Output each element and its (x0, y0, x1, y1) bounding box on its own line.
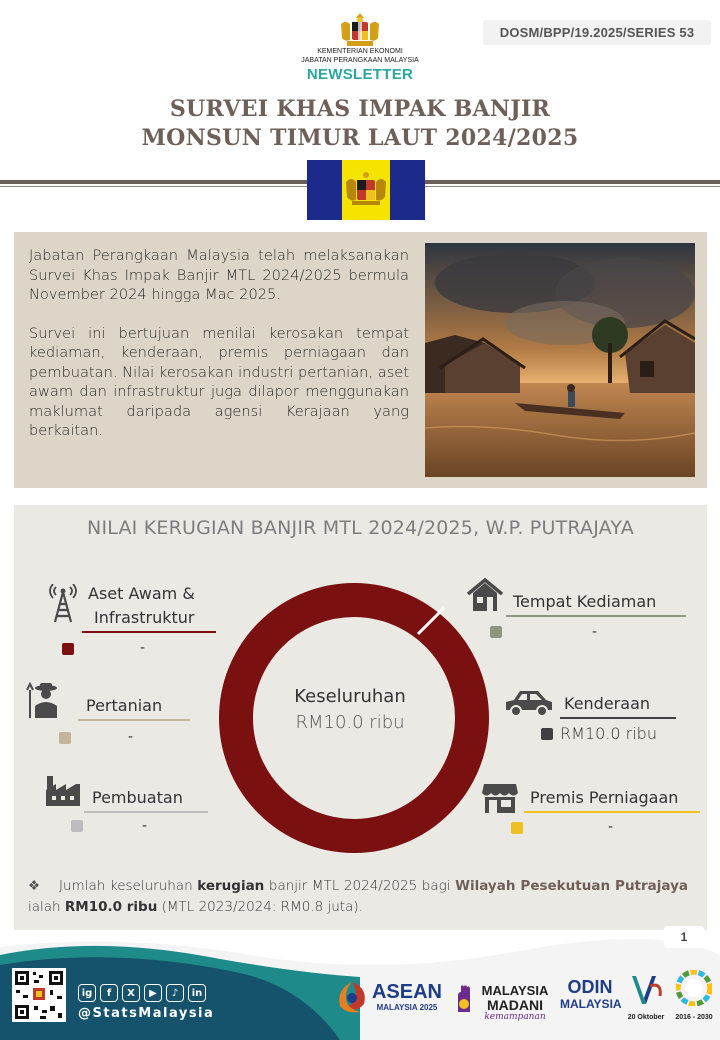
asean-swirl-icon (334, 978, 370, 1018)
facebook-icon[interactable]: f (100, 984, 118, 1002)
donut-center-label: Keseluruhan (294, 686, 406, 707)
odin-title: ODIN (567, 977, 613, 997)
madani-line1: MALAYSIA (481, 983, 549, 998)
donut-center-value: RM10.0 ribu (295, 712, 405, 733)
value-premis-perniagaan: - (608, 819, 614, 835)
loss-title: NILAI KERUGIAN BANJIR MTL 2024/2025, W.P. PUTRAJAYA (87, 517, 634, 539)
statistics-day-icon (628, 972, 664, 1008)
category-underline-pembuatan (84, 811, 208, 813)
category-underline-premis (524, 811, 700, 813)
madani-hand-icon (454, 982, 474, 1016)
madani-line2: MADANI (487, 997, 543, 1013)
value-kenderaan: RM10.0 ribu (560, 724, 657, 743)
instagram-icon[interactable]: ig (78, 984, 96, 1002)
farmer-icon (26, 680, 66, 720)
category-label-aset-awam: Aset Awam & (88, 584, 195, 603)
summary-note: ❖ Jumlah keseluruhan kerugian banjir MTL 2024/2025 bagi Wilayah Pesekutuan Putrajaya ialah RM10.0 ribu (MTL 2023/2024: RM0.8 juta). (28, 878, 689, 915)
statistics-day-date: 20 Oktober (627, 1014, 665, 1021)
asean-title: ASEAN (371, 981, 442, 1003)
value-pembuatan: - (142, 818, 148, 834)
putrajaya-flag-icon (307, 160, 425, 220)
youtube-icon[interactable]: ▶ (144, 984, 162, 1002)
odin-subtitle: MALAYSIA (560, 997, 622, 1011)
category-label-pembuatan: Pembuatan (92, 788, 183, 807)
intro-paragraph-2: Survei ini bertujuan menilai kerosakan tempat kediaman, kenderaan, premis perniagaan dan pembuatan. Nilai kerosakan industri pertanian, aset awam dan infrastruktur juga dilapor menggunakan maklumat daripada agensi Kerajaan yang berkaitan. (29, 324, 409, 439)
swatch-aset-awam (62, 643, 74, 655)
sdg-years: 2016 - 2030 (675, 1014, 713, 1021)
swatch-kenderaan (541, 728, 553, 740)
linkedin-icon[interactable]: in (188, 984, 206, 1002)
category-label-infrastruktur: Infrastruktur (94, 608, 195, 627)
intro-paragraph-1: Jabatan Perangkaan Malaysia telah melaksanakan Survei Khas Impak Banjir MTL 2024/2025 bermula November 2024 hingga Mac 2025. (29, 247, 409, 303)
swatch-pembuatan (71, 820, 83, 832)
swatch-tempat-kediaman (490, 626, 502, 638)
coat-of-arms-logo (337, 12, 383, 48)
social-media-links (78, 984, 206, 1002)
category-underline-pertanian (78, 719, 190, 721)
category-underline-kediaman (506, 615, 686, 617)
page-title: SURVEI KHAS IMPAK BANJIR MONSUN TIMUR LAUT 2024/2025 (141, 96, 579, 151)
bullet-diamond-icon: ❖ (28, 878, 41, 894)
tiktok-icon[interactable]: ♪ (166, 984, 184, 1002)
madani-tagline: kemampanan (484, 1012, 546, 1022)
qr-code-icon[interactable] (12, 968, 66, 1022)
series-code-badge: DOSM/BPP/19.2025/SERIES 53 (483, 20, 711, 45)
ministry-name: KEMENTERIAN EKONOMI JABATAN PERANGKAAN MALAYSIA (301, 48, 419, 64)
asean-subtitle: MALAYSIA 2025 (376, 1003, 438, 1012)
intro-text (29, 246, 409, 460)
factory-icon (44, 774, 82, 808)
house-icon (466, 578, 504, 612)
car-icon (502, 688, 554, 718)
swatch-pertanian (59, 732, 71, 744)
category-label-premis-perniagaan: Premis Perniagaan (530, 788, 679, 807)
value-tempat-kediaman: - (592, 624, 598, 640)
newsletter-label: NEWSLETTER (306, 66, 414, 83)
tower-icon (48, 584, 78, 624)
category-label-tempat-kediaman: Tempat Kediaman (513, 592, 657, 611)
swatch-premis-perniagaan (511, 822, 523, 834)
category-underline-kenderaan (560, 717, 676, 719)
value-aset-awam: - (140, 640, 146, 656)
social-handle[interactable]: @StatsMalaysia (78, 1006, 215, 1021)
x-icon[interactable]: X (122, 984, 140, 1002)
shop-icon (482, 780, 518, 814)
sdg-wheel-icon (676, 970, 712, 1006)
flood-photo (425, 243, 695, 477)
page-number: 1 (664, 926, 704, 948)
category-underline-aset (82, 631, 216, 633)
category-label-kenderaan: Kenderaan (564, 694, 651, 713)
value-pertanian: - (128, 729, 134, 745)
category-label-pertanian: Pertanian (86, 696, 163, 715)
